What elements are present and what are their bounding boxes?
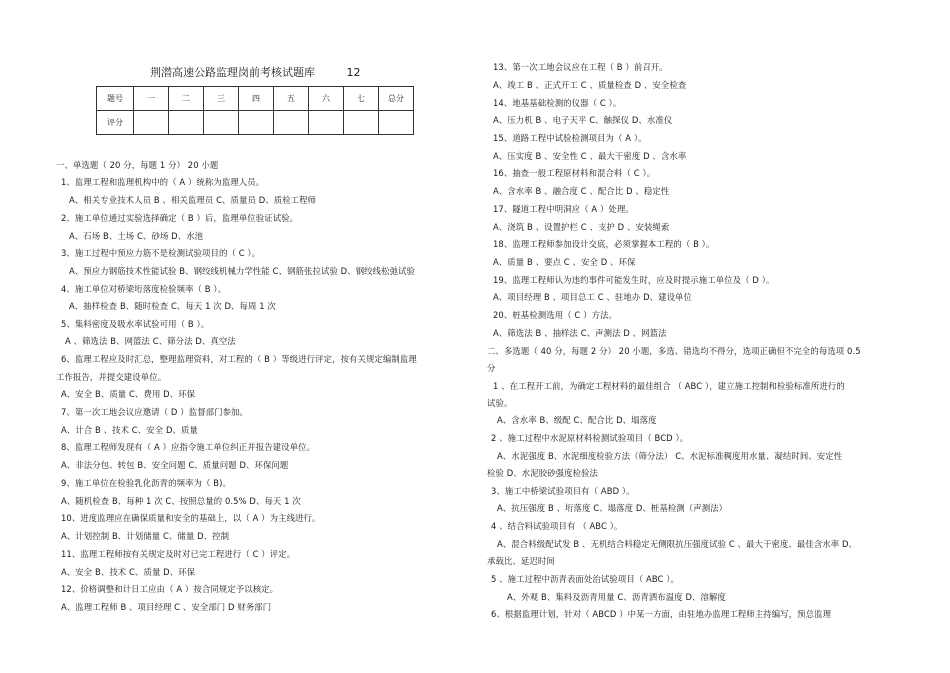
score-header-cell: 五 (274, 87, 309, 111)
right-text-line: 17、隧道工程中明洞应（ A ）处理。 (493, 204, 634, 214)
left-text-line: 7、第一次工地会议应邀请（ D ）监督部门参加。 (61, 407, 248, 417)
left-text-line: 1、监理工程和监理机构中的（ A ）统称为监理人员。 (61, 177, 265, 187)
score-header-cell: 六 (309, 87, 344, 111)
right-text-line: A、压实度 B 、安全性 C 、最大干密度 D 、含水率 (493, 151, 687, 161)
right-text-line: A、压力机 B 、电子天平 C、触探仪 D、水准仪 (493, 115, 673, 125)
score-header-cell: 三 (204, 87, 239, 111)
left-text-line: A、非法分包、转包 B、安全问题 C、质量问题 D、环保问题 (61, 460, 289, 470)
left-text-line: 4、施工单位对桥梁垳落度检验频率（ B ）。 (61, 284, 227, 294)
left-text-line: 9、施工单位在检验乳化沥青的频率为（ B)。 (61, 478, 231, 488)
score-header-cell: 四 (239, 87, 274, 111)
right-text-line: 19、监理工程师认为违约事件可能发生时，应及时提示施工单位及（ D ）。 (493, 275, 775, 285)
score-header-cell: 七 (344, 87, 379, 111)
score-row-label: 评分 (97, 111, 134, 135)
score-cell[interactable] (239, 111, 274, 135)
right-text-line: A、含水率 B、级配 C、配合比 D、塌落度 (497, 415, 657, 425)
left-text-line: 5、集料密度及吸水率试验可用（ B ）。 (61, 319, 210, 329)
right-text-line: 3、施工中桥梁试验项目有（ ABD ）。 (491, 486, 635, 496)
left-text-line: A、随机检查 B、每种 1 次 C、按照总量的 0.5% D、每天 1 次 (61, 496, 301, 506)
left-text-line: A、抽样检查 B、随时检查 C、每天 1 次 D、每周 1 次 (69, 301, 276, 311)
right-text-line: 二、多选题（ 40 分，每题 2 分） 20 小题，多选、错选均不得分，选项正确但不完全的每选项 0.5 (487, 346, 861, 356)
score-header-cell: 题号 (97, 87, 134, 111)
score-cell[interactable] (134, 111, 169, 135)
left-text-line: 12、价格调整和计日工应由（ A ）按合同规定予以核定。 (61, 584, 279, 594)
left-text-line: 8、监理工程师发现有（ A ）应指令施工单位纠正并报告建设单位。 (61, 442, 316, 452)
left-text-line: 工作报告，并提交建设单位。 (56, 372, 167, 382)
right-text-line: 13、第一次工地会议应在工程（ B ）前召开。 (493, 62, 668, 72)
right-text-line: 6、根据监理计划，针对（ ABCD ）中某一方面，由驻地办监理工程师主持编写，预总监理 (491, 609, 832, 619)
left-text-line: 2、施工单位通过实验选择确定（ B ）后，监理单位验证试验。 (61, 213, 299, 223)
score-cell[interactable] (169, 111, 204, 135)
right-text-line: 分 (487, 363, 496, 373)
score-cell[interactable] (309, 111, 344, 135)
left-text-line: A、预应力钢筋技术性能试验 B、钢绞线机械力学性能 C、钢筋张拉试验 D、钢绞线松弛试验 (69, 266, 416, 276)
left-text-line: A、相关专业技术人员 B 、相关监理员 C、质量员 D、质检工程师 (69, 195, 317, 205)
left-text-line: A、监理工程师 B 、项目经理 C 、安全部门 D 财务部门 (61, 602, 272, 612)
left-text-line: 10、进度监理应在确保质量和安全的基础上，以（ A ）为主线进行。 (61, 513, 321, 523)
left-text-line: 3、施工过程中预应力筋不是检测试验项目的（ C ）。 (61, 248, 261, 258)
score-header-cell: 总分 (379, 87, 414, 111)
right-text-line: 承载比、延迟时间 (487, 556, 555, 566)
title-text: 荆潜高速公路监理岗前考核试题库 (150, 66, 315, 79)
right-text-line: 4 、结合料试验项目有 （ ABC ）。 (491, 521, 623, 531)
left-text-line: A、石场 B、土场 C、砂场 D、水池 (69, 231, 204, 241)
score-table (96, 86, 414, 135)
right-text-line: 1 、在工程开工前，为确定工程材料的最佳组合 （ ABC ），建立施工控制和检验标准所进行的 (493, 381, 845, 391)
score-cell[interactable] (204, 111, 239, 135)
left-text-line: A、计合 B 、技术 C、安全 D、质量 (61, 425, 198, 435)
right-text-line: A、外观 B、集料及沥青用量 C、沥青洒布温度 D、溶解度 (507, 592, 726, 602)
right-text-line: 5 、施工过程中沥青表面处治试验项目（ ABC ）。 (491, 574, 680, 584)
left-text-line: A、计划控制 B、计划储量 C、储量 D、控制 (61, 531, 230, 541)
right-text-line: 试验。 (487, 398, 513, 408)
right-text-line: A、项目经理 B 、项目总工 C 、驻地办 D、建设单位 (493, 292, 693, 302)
right-text-line: 20、桩基检测选用（ C ）方法。 (493, 310, 618, 320)
right-text-line: 14、地基基础检测的仪器（ C ）。 (493, 98, 622, 108)
score-header-cell: 二 (169, 87, 204, 111)
exam-title (150, 64, 361, 80)
left-text-line: 6、监理工程应及时汇总，整理监理资料，对工程的（ B ）等级进行评定，按有关规定编制监理 (61, 354, 417, 364)
right-text-line: 15、道路工程中试验检测项目为（ A ）。 (493, 133, 647, 143)
right-text-line: 2 、施工过程中水泥原材料检测试验项目（ BCD ）。 (491, 433, 689, 443)
right-text-line: A、抗压强度 B 、垳落度 C、塌落度 D、桩基检测（声测法） (497, 503, 728, 513)
right-text-line: A、水泥强度 B、水泥细度检验方法（筛分法） C、水泥标准稠度用水量、凝结时间、安定性 (497, 451, 843, 461)
right-text-line: A、竣工 B 、正式开工 C 、质量检查 D 、安全检查 (493, 80, 687, 90)
score-header-row (97, 87, 414, 111)
right-text-line: A、浇筑 B 、设置护栏 C 、支护 D 、安装绳索 (493, 222, 670, 232)
right-text-line: A、质量 B 、要点 C 、安全 D 、环保 (493, 257, 636, 267)
right-text-line: A、筛选法 B 、抽样法 C、声测法 D 、网篮法 (493, 328, 667, 338)
title-number: 12 (346, 66, 361, 79)
score-cell[interactable] (379, 111, 414, 135)
right-text-line: A、混合料级配试发 B 、无机结合料稳定无侧限抗压强度试验 C 、最大干密度、最佳含水率 D、 (497, 539, 858, 549)
right-text-line: 检验 D、水泥胶砂强度检验法 (487, 468, 599, 478)
left-text-line: A 、筛选法 B、网篮法 C、筛分法 D、真空法 (65, 336, 236, 346)
right-text-line: A、含水率 B 、融合度 C 、配合比 D 、稳定性 (493, 186, 670, 196)
right-text-line: 18、监理工程师参加设计交底，必须掌握本工程的（ B ）。 (493, 239, 715, 249)
right-text-line: 16、抽查一般工程原材料和混合料（ C ）。 (493, 168, 656, 178)
left-text-line: 一、单选题（ 20 分，每题 1 分） 20 小题 (56, 160, 219, 170)
score-cell[interactable] (274, 111, 309, 135)
left-text-line: 11、监理工程师按有关规定及时对已完工程进行（ C ）评定。 (61, 549, 296, 559)
score-header-cell: 一 (134, 87, 169, 111)
score-cell[interactable] (344, 111, 379, 135)
left-text-line: A、安全 B、技术 C、质量 D、环保 (61, 567, 196, 577)
left-text-line: A、安全 B、质量 C、费用 D、环保 (61, 389, 196, 399)
score-value-row (97, 111, 414, 135)
